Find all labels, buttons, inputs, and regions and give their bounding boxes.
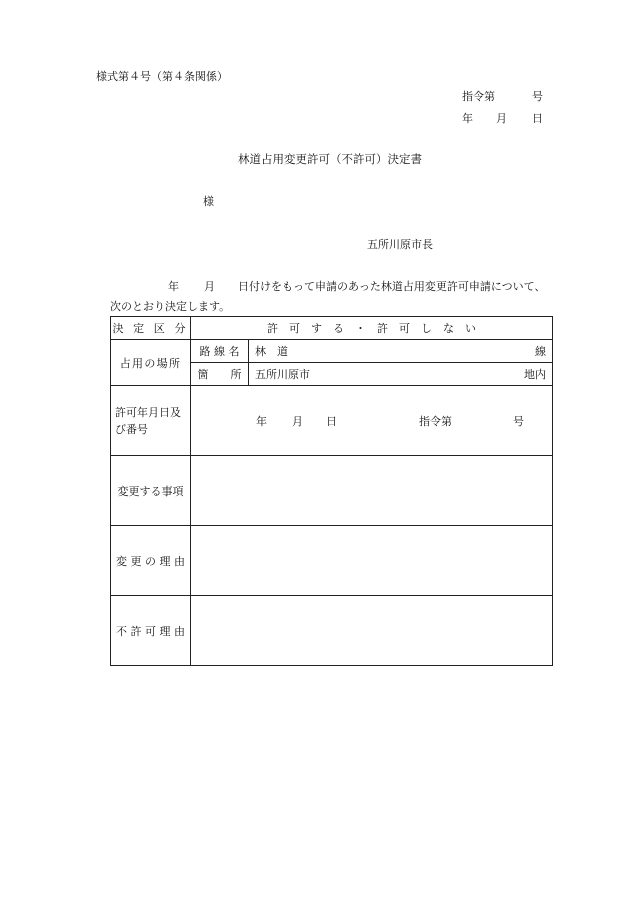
permit-directive: 指令第 xyxy=(419,415,452,428)
addressee-suffix: 様 xyxy=(203,195,214,208)
place-suffix: 地内 xyxy=(524,368,546,381)
decision-options: 許 可 す る ・ 許 可 し な い xyxy=(191,317,553,340)
directive-no-label: 指令第 xyxy=(462,90,495,103)
permit-month: 月 xyxy=(292,415,303,428)
date-month: 月 xyxy=(496,112,507,125)
route-prefix: 林 道 xyxy=(255,345,288,358)
denial-label: 不 許 可 理 由 xyxy=(111,596,191,666)
permit-day: 日 xyxy=(326,415,337,428)
permit-number-suffix: 号 xyxy=(513,415,524,428)
body-year: 年 xyxy=(168,280,179,293)
date-year: 年 xyxy=(462,112,473,125)
denial-value-cell xyxy=(191,596,553,666)
change-row xyxy=(111,456,553,526)
date-day: 日 xyxy=(532,112,543,125)
permit-label-cell xyxy=(111,386,191,456)
document-title: 林道占用変更許可（不許可）決定書 xyxy=(238,152,422,166)
body-month: 月 xyxy=(204,280,215,293)
issuer-name: 五所川原市長 xyxy=(367,238,433,251)
route-name-cell xyxy=(249,340,553,363)
body-line1: 日付けをもって申請のあった林道占用変更許可申請について、 xyxy=(238,280,546,293)
decision-label: 決 定 区 分 xyxy=(111,317,191,340)
place-cell xyxy=(249,363,553,386)
permit-year: 年 xyxy=(256,415,267,428)
permit-label: 許可年月日及び番号 xyxy=(115,405,181,436)
change-label: 変更する事項 xyxy=(111,456,191,526)
reason-row xyxy=(111,526,553,596)
route-suffix: 線 xyxy=(535,345,546,358)
permit-row xyxy=(111,386,553,456)
route-row xyxy=(111,340,553,363)
reason-value-cell xyxy=(191,526,553,596)
permit-value-cell xyxy=(191,386,553,456)
decision-form-table xyxy=(110,316,553,666)
location-label: 占用の場所 xyxy=(111,340,191,386)
decision-row xyxy=(111,317,553,340)
form-number: 様式第４号（第４条関係） xyxy=(96,70,228,83)
denial-row xyxy=(111,596,553,666)
place-label: 箇 所 xyxy=(191,363,249,386)
body-line2: 次のとおり決定します。 xyxy=(110,300,231,313)
reason-label: 変 更 の 理 由 xyxy=(111,526,191,596)
place-prefix: 五所川原市 xyxy=(255,368,310,381)
directive-no-suffix: 号 xyxy=(532,90,543,103)
change-value-cell xyxy=(191,456,553,526)
route-name-label: 路 線 名 xyxy=(191,340,249,363)
